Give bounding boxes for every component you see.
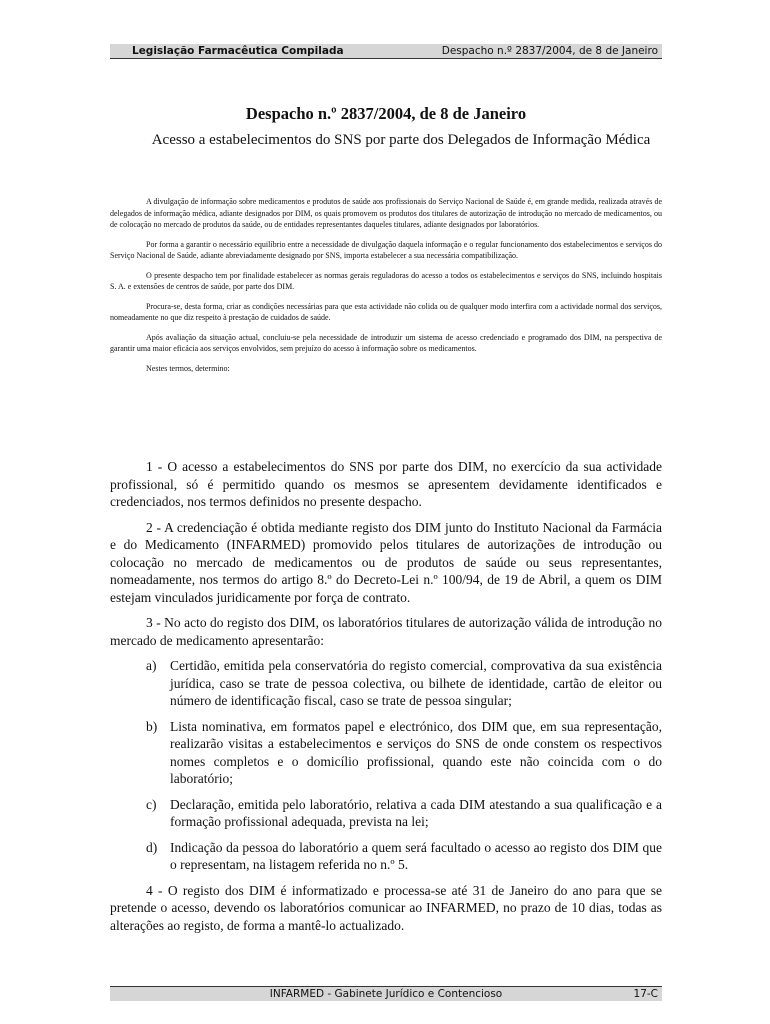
- preamble-paragraph: A divulgação de informação sobre medicamentos e produtos de saúde aos profissionais do Serviço Nacional de Saúde é, em grande medida, realizada através de delegados de informação médica, adiante designados por DIM, os quais promovem os produtos dos titulares de autorização de introdução no mercado de medicamentos, ou de colocação no mercado de produtos da saúde, ou de entidades representantes daqueles titulares, adiante designados por laboratórios.: [110, 197, 662, 229]
- list-item-text: Certidão, emitida pela conservatória do registo comercial, comprovativa da sua existência jurídica, caso se trate de pessoa colectiva, ou bilhete de identidade, cartão de eleitor ou número de identificação fiscal, caso se trate de pessoa singular;: [170, 658, 662, 708]
- preamble-paragraph: Nestes termos, determino:: [146, 363, 230, 373]
- preamble-paragraph: O presente despacho tem por finalidade estabelecer as normas gerais reguladoras do acesso a todos os estabelecimentos e serviços do SNS, incluindo hospitais S. A. e extensões de centros de saúde, por parte dos DIM.: [110, 270, 662, 291]
- list-item-text: Declaração, emitida pelo laboratório, relativa a cada DIM atestando a sua qualificação e a formação profissional adequada, prevista na lei;: [170, 796, 662, 829]
- running-footer: [110, 986, 662, 1001]
- article-4: 4 - O registo dos DIM é informatizado e processa-se até 31 de Janeiro do ano para que se pretende o acesso, devendo os laboratórios comunicar ao INFARMED, no prazo de 10 dias, todas as alterações ao registo, de forma a mantê-lo actualizado.: [110, 882, 662, 933]
- list-marker: b): [146, 718, 158, 734]
- list-marker: c): [146, 796, 157, 812]
- article-3-list: [110, 657, 662, 874]
- page-number: 17-C: [633, 988, 658, 1000]
- preamble: [110, 196, 662, 382]
- footer-organization: INFARMED - Gabinete Jurídico e Contencioso: [269, 988, 503, 1000]
- list-item: [110, 796, 662, 831]
- preamble-paragraph: Por forma a garantir o necessário equilíbrio entre a necessidade de divulgação daquela informação e o regular funcionamento dos estabelecimentos e serviços do Serviço Nacional de Saúde, adiante abreviadamente designado por SNS, importa estabelecer a sua necessária compatibilização.: [110, 239, 662, 260]
- list-item: [110, 718, 662, 788]
- header-publication-title: Legislação Farmacêutica Compilada: [132, 45, 344, 57]
- list-item: [110, 839, 662, 874]
- list-item: [110, 657, 662, 710]
- article-2: 2 - A credenciação é obtida mediante registo dos DIM junto do Instituto Nacional da Farmácia e do Medicamento (INFARMED) promovido pelos titulares de autorizações de introdução ou colocação no mercado de medicamentos ou de produtos de saúde ou seus representantes, nomeadamente, nos termos do artigo 8.º do Decreto-Lei n.º 100/94, de 19 de Abril, a quem os DIM estejam vinculados juridicamente por força de contrato.: [110, 519, 662, 605]
- article-1: 1 - O acesso a estabelecimentos do SNS por parte dos DIM, no exercício da sua actividade profissional, só é permitido quando os mesmos se apresentem devidamente identificados e credenciados, nos termos definidos no presente despacho.: [110, 459, 662, 509]
- list-item-text: Lista nominativa, em formatos papel e electrónico, dos DIM que, em sua representação, realizarão visitas a estabelecimentos e serviços do SNS de onde constem os respectivos nomes completos e o domicílio profissional, quando este não coincida com o do laboratório;: [170, 718, 662, 786]
- list-marker: a): [146, 658, 157, 673]
- preamble-paragraph: Procura-se, desta forma, criar as condições necessárias para que esta actividade não colida ou de qualquer modo interfira com a actividade normal dos serviços, nomeadamente no que diz respeito à prestação de cuidados de saúde.: [110, 301, 662, 322]
- document-subtitle: Acesso a estabelecimentos do SNS por parte dos Delegados de Informação Médica: [151, 132, 651, 148]
- document-body: [110, 458, 662, 942]
- preamble-paragraph: Após avaliação da situação actual, concluiu-se pela necessidade de introduzir um sistema de acesso credenciado e programado dos DIM, na perspectiva de garantir uma maior eficácia aos serviços envolvidos, sem prejuízo do acesso à informação sobre os medicamentos.: [110, 332, 662, 353]
- running-header: [110, 44, 662, 59]
- header-document-reference: Despacho n.º 2837/2004, de 8 de Janeiro: [441, 45, 658, 57]
- article-3: 3 - No acto do registo dos DIM, os laboratórios titulares de autorização válida de introdução no mercado de medicamento apresentarão:: [110, 615, 662, 648]
- list-marker: d): [146, 839, 158, 855]
- document-title: Despacho n.º 2837/2004, de 8 de Janeiro: [245, 104, 527, 123]
- list-item-text: Indicação da pessoa do laboratório a quem será facultado o acesso ao registo dos DIM que o representam, na listagem referida no n.º 5.: [170, 839, 662, 872]
